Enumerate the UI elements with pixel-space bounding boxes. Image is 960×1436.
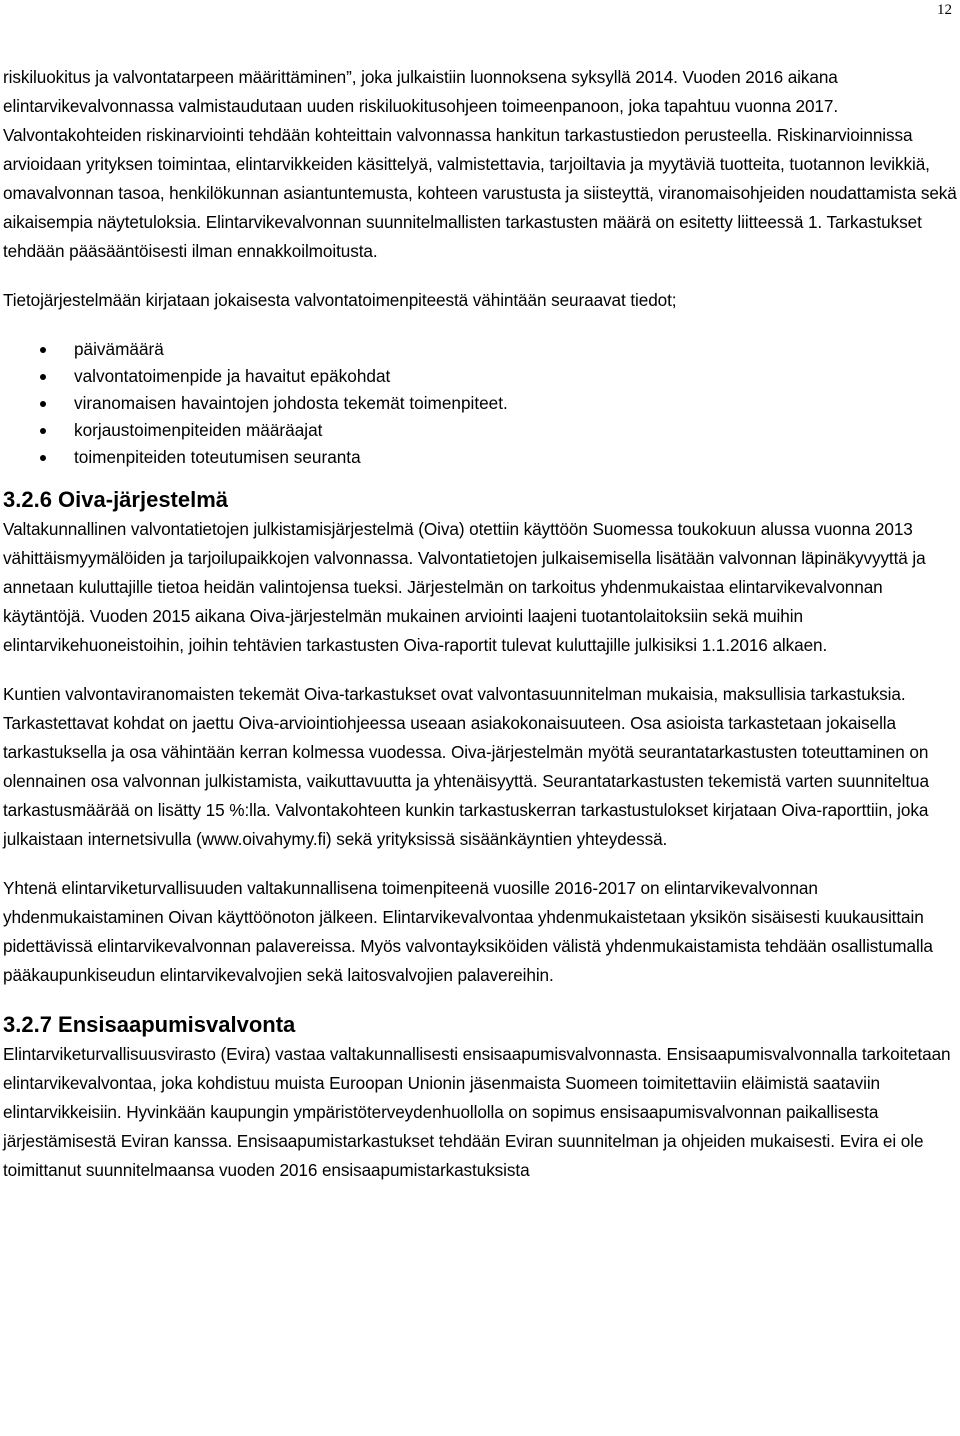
required-data-list	[3, 336, 959, 471]
bullet-icon	[40, 347, 46, 353]
paragraph-harmonisation: Yhtenä elintarviketurvallisuuden valtakunnallisena toimenpiteenä vuosille 2016-2017 on elintarvikevalvonnan yhdenmukaistaminen Oivan käyttöönoton jälkeen. Elintarvikevalvontaa yhdenmukaistetaan yksikön sisäisesti kuukausittain pidettävissä elintarvikevalvonnan palavereissa. Myös valvontayksiköiden välistä yhdenmukaistamista tehdään osallistumalla pääkaupunkiseudun elintarvikevalvojien sekä laitosvalvojien palavereihin.	[3, 878, 933, 985]
list-item: toimenpiteiden toteutumisen seuranta	[3, 444, 959, 471]
bullet-icon	[40, 374, 46, 380]
paragraph-information-system: Tietojärjestelmään kirjataan jokaisesta valvontatoimenpiteestä vähintään seuraavat tiedot;	[3, 290, 677, 310]
paragraph-first-arrival: Elintarviketurvallisuusvirasto (Evira) vastaa valtakunnallisesti ensisaapumisvalvonnasta. Ensisaapumisvalvonnalla tarkoitetaan elintarvikevalvontaa, joka kohdistuu muista Euroopan Unionin jäsenmaista Suomeen toimitettaviin eläimistä saataviin elintarvikkeisiin. Hyvinkään kaupungin ympäristöterveydenhuollolla on sopimus ensisaapumisvalvonnan paikallisesta järjestämisestä Eviran kanssa. Ensisaapumistarkastukset tehdään Eviran suunnitelman ja ohjeiden mukaisesti. Evira ei ole toimittanut suunnitelmaansa vuoden 2016 ensisaapumistarkastuksista	[3, 1044, 951, 1180]
paragraph-oiva-intro: Valtakunnallinen valvontatietojen julkistamisjärjestelmä (Oiva) otettiin käyttöön Suomessa toukokuun alussa vuonna 2013 vähittäismyymälöiden ja tarjoilupaikkojen valvonnassa. Valvontatietojen julkaisemisella lisätään valvonnan läpinäkyvyyttä ja annetaan kuluttajille tietoa heidän valintojensa tueksi. Järjestelmän on tarkoitus yhdenmukaistaa elintarvikevalvonnan käytäntöjä. Vuoden 2015 aikana Oiva-järjestelmän mukainen arviointi laajeni tuotantolaitoksiin sekä muihin elintarvikehuoneistoihin, joihin tehtävien tarkastusten Oiva-raportit tulevat kuluttajille julkisiksi 1.1.2016 alkaen.	[3, 519, 926, 655]
list-item: valvontatoimenpide ja havaitut epäkohdat	[3, 363, 959, 390]
section-heading-first-arrival: 3.2.7 Ensisaapumisvalvonta	[3, 1012, 296, 1037]
section-heading-oiva: 3.2.6 Oiva-järjestelmä	[3, 487, 229, 512]
document-body	[3, 63, 959, 1185]
bullet-icon	[40, 428, 46, 434]
list-item: päivämäärä	[3, 336, 959, 363]
bullet-icon	[40, 455, 46, 461]
page-number: 12	[937, 2, 952, 18]
list-item: viranomaisen havaintojen johdosta tekemät toimenpiteet.	[3, 390, 959, 417]
paragraph-risk-classification: riskiluokitus ja valvontatarpeen määrittäminen”, joka julkaistiin luonnoksena syksyllä 2014. Vuoden 2016 aikana elintarvikevalvonnassa valmistaudutaan uuden riskiluokitusohjeen toimeenpanoon, joka tapahtuu vuonna 2017. Valvontakohteiden riskinarviointi tehdään kohteittain valvonnassa hankitun tarkastustiedon perusteella. Riskinarvioinnissa arvioidaan yrityksen toimintaa, elintarvikkeiden käsittelyä, valmistettavia, tarjoiltavia ja myytäviä tuotteita, tuotannon levikkiä, omavalvonnan tasoa, henkilökunnan asiantuntemusta, kohteen varustusta ja siisteyttä, viranomaisohjeiden noudattamista sekä aikaisempia näytetuloksia. Elintarvikevalvonnan suunnitelmallisten tarkastusten määrä on esitetty liitteessä 1. Tarkastukset tehdään pääsääntöisesti ilman ennakkoilmoitusta.	[3, 67, 957, 261]
list-item: korjaustoimenpiteiden määräajat	[3, 417, 959, 444]
paragraph-oiva-inspections: Kuntien valvontaviranomaisten tekemät Oiva-tarkastukset ovat valvontasuunnitelman mukaisia, maksullisia tarkastuksia. Tarkastettavat kohdat on jaettu Oiva-arviointiohjeessa useaan asiakokonaisuuteen. Osa asioista tarkastetaan jokaisella tarkastuksella ja osa vähintään kerran kolmessa vuodessa. Oiva-järjestelmän myötä seurantatarkastusten toteuttaminen on olennainen osa valvonnan julkistamista, vaikuttavuutta ja yhtenäisyyttä. Seurantatarkastusten tekemistä varten suunniteltua tarkastusmäärää on lisätty 15 %:lla. Valvontakohteen kunkin tarkastuskerran tarkastustulokset kirjataan Oiva-raporttiin, joka julkaistaan internetsivulla (www.oivahymy.fi) sekä yrityksissä sisäänkäyntien yhteydessä.	[3, 684, 929, 849]
bullet-icon	[40, 401, 46, 407]
